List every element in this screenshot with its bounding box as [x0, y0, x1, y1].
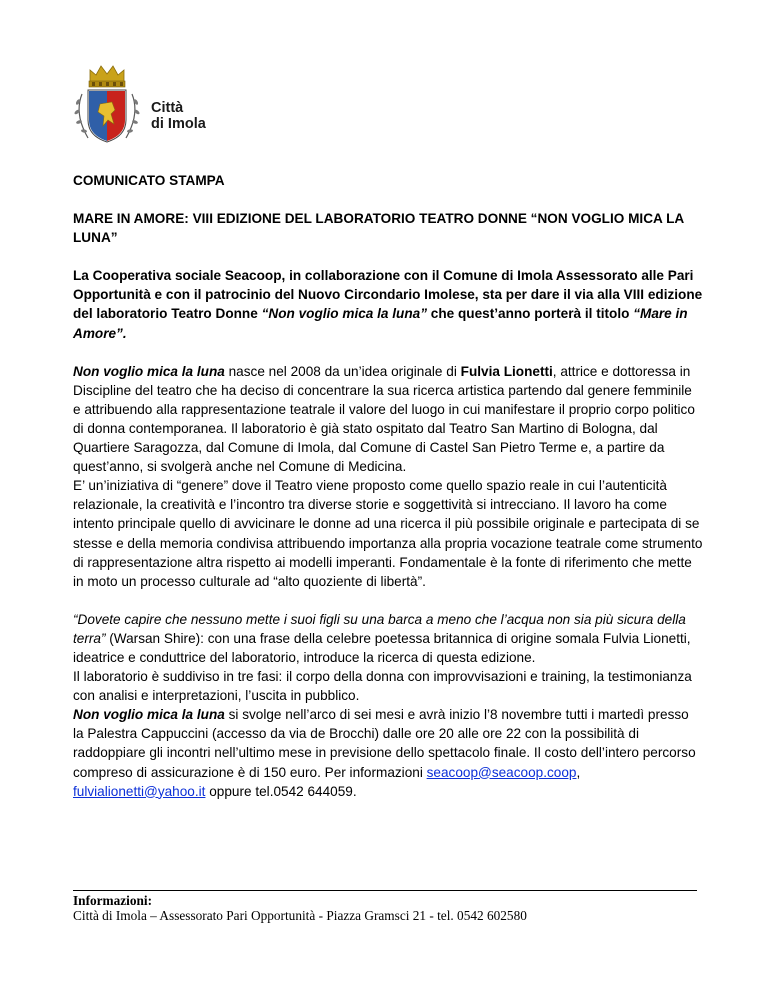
- phases-paragraph: Il laboratorio è suddiviso in tre fasi: il corpo della donna con improvvisazioni e training, la testimonianza con analisi e interpretazioni, l’uscita in pubblico.: [73, 669, 692, 704]
- intro-text-1: La Cooperativa sociale Seacoop, in collaborazione con il Comune di Imola Assessorato alle Pari Opportunità e con il patrocinio del Nuovo Circondario Imolese, sta per dare il via alla VIII edizione del laboratorio Teatro Donne: [73, 268, 703, 322]
- logo-text: [151, 100, 206, 132]
- intro-show-name: “Non voglio mica la luna”: [261, 306, 427, 322]
- quote-paragraph: “Dovete capire che nessuno mette i suoi figli su una barca a meno che l’acqua non sia più sicura della terra” (Warsan Shire): con una frase della celebre poetessa britannica di origine somala Fulvia Lionetti, ideatrice e conduttrice del laboratorio, introduce la ricerca di questa edizione.: [73, 611, 691, 665]
- logo-text-line1: Città: [151, 100, 184, 116]
- footer-contact: Città di Imola – Assessorato Pari Opportunità - Piazza Gramsci 21 - tel. 0542 602580: [73, 908, 527, 923]
- project-name-2: Non voglio mica la luna: [73, 707, 225, 723]
- intro-text-2: che quest’anno porterà il titolo: [427, 306, 634, 322]
- project-name: Non voglio mica la luna: [73, 363, 225, 379]
- footer-divider: [73, 890, 697, 891]
- document-body: [73, 171, 703, 801]
- quote-text: “Dovete capire che nessuno mette i suoi figli su una barca a meno che l’acqua non sia più sicura della terra”: [73, 611, 686, 646]
- footer-title: Informazioni:: [73, 893, 153, 908]
- city-logo: [68, 62, 218, 146]
- schedule-paragraph: Non voglio mica la luna si svolge nell’arco di sei mesi e avrà inizio l’8 novembre tutti i martedì presso la Palestra Cappuccini (accesso da via de Brocchi) dalle ore 20 alle ore 22 con la possibilità di raddoppiare gli incontri nell’ultimo mese in previsione dello spettacolo finale. Il costo dell’intero percorso compreso di assicurazione è di 150 euro. Per informazioni seacoop@seacoop.coop, fulvialionetti@yahoo.it oppure tel.0542 644059.: [73, 707, 696, 799]
- intro-paragraph: [73, 266, 703, 342]
- email-link-lionetti[interactable]: fulvialionetti@yahoo.it: [73, 783, 206, 799]
- coat-of-arms-icon: [68, 62, 148, 146]
- logo-text-line2: di Imola: [151, 116, 206, 132]
- document-label: COMUNICATO STAMPA: [73, 173, 225, 188]
- intro-edition-title: “Mare in Amore”.: [73, 306, 688, 341]
- initiative-paragraph: E’ un’iniziativa di “genere” dove il Teatro viene proposto come quello spazio reale in cui l’autenticità relazionale, la creatività e l’incontro tra diverse storie e soggettività si intrecciano. Il lavoro ha come intento principale quello di avvicinare le donne ad una ricerca il più possibile originale e partecipata di se stesse e della memoria condivisa attribuendo importanza alla propria vocazione teatrale come strumento di rappresentazione altra rispetto ai modelli imperanti. Fondamentale è la fonte di riferimento che mette in moto un processo culturale ad “alto quoziente di libertà”.: [73, 478, 703, 589]
- document-title: MARE IN AMORE: VIII EDIZIONE DEL LABORATORIO TEATRO DONNE “NON VOGLIO MICA LA LUNA”: [73, 211, 684, 246]
- author-name: Fulvia Lionetti: [460, 363, 553, 379]
- email-link-seacoop[interactable]: seacoop@seacoop.coop: [426, 764, 577, 780]
- footer: [73, 893, 703, 923]
- description-paragraph: Non voglio mica la luna nasce nel 2008 da un’idea originale di Fulvia Lionetti, attrice e dottoressa in Discipline del teatro che ha deciso di concentrare la sua ricerca artistica partendo dal genere femminile e attribuendo alla rappresentazione teatrale il valore del luogo in cui manifestare il proprio corpo politico di donna contemporanea. Il laboratorio è già stato ospitato dal Teatro San Martino di Bologna, dal Quartiere Saragozza, dal Comune di Imola, dal Comune di Castel San Pietro Terme e, a partire da quest’anno, si svolgerà anche nel Comune di Medicina.: [73, 363, 695, 475]
